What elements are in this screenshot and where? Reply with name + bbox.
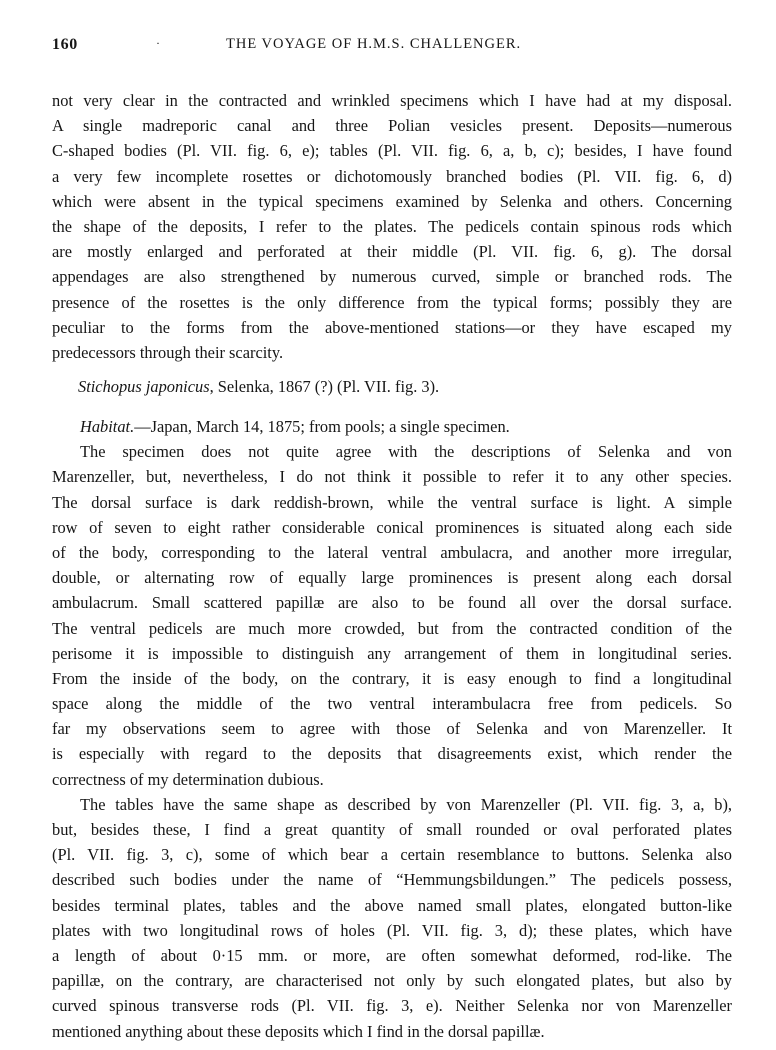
running-title: THE VOYAGE OF H.M.S. CHALLENGER. <box>226 36 522 52</box>
text-line: predecessors through their scarcity. <box>52 342 284 362</box>
text-line: The ventral pedicels are much more crowded, but from the contracted condition of the <box>52 618 732 638</box>
text-line: which were absent in the typical specimens examined by Selenka and others. Concerning <box>52 191 732 211</box>
text-line: space along the middle of the two ventral interambulacra free from pedicels. So <box>52 694 732 714</box>
header-dot: · <box>156 36 161 50</box>
text-line: described such bodies under the name of “Hemmungsbildungen.” The pedicels possess, <box>52 870 732 890</box>
text-line: The dorsal surface is dark reddish-brown, while the ventral surface is light. A simple <box>52 492 732 512</box>
species-heading <box>78 377 439 397</box>
habitat-text: —Japan, March 14, 1875; from pools; a single specimen. <box>134 417 510 436</box>
text-line: row of seven to eight rather considerable conical prominences is situated along each side <box>52 517 732 537</box>
habitat-label: Habitat. <box>80 417 135 436</box>
page-number: 160 <box>52 36 78 53</box>
text-line: ambulacrum. Small scattered papillæ are also to be found all over the dorsal surface. <box>52 593 732 613</box>
text-line: a very few incomplete rosettes or dichotomously branched bodies (Pl. VII. fig. 6, d) <box>52 166 732 186</box>
text-line: peculiar to the forms from the above-mentioned stations—or they have escaped my <box>52 317 732 337</box>
text-line: The tables have the same shape as described by von Marenzeller (Pl. VII. fig. 3, a, b), <box>80 794 732 814</box>
text-line: (Pl. VII. fig. 3, c), some of which bear a certain resemblance to buttons. Selenka also <box>52 845 732 865</box>
text-line: is especially with regard to the deposits that disagreements exist, which render the <box>52 744 732 764</box>
text-line: besides terminal plates, tables and the above named small plates, elongated button-like <box>52 895 732 915</box>
text-line: appendages are also strengthened by numerous curved, simple or branched rods. The <box>52 267 732 287</box>
text-line: a length of about 0·15 mm. or more, are often somewhat deformed, rod-like. The <box>52 945 732 965</box>
text-line: but, besides these, I find a great quantity of small rounded or oval perforated plates <box>52 820 732 839</box>
text-line: A single madreporic canal and three Polian vesicles present. Deposits—numerous <box>52 116 732 136</box>
text-line: perisome it is impossible to distinguish any arrangement of them in longitudinal series. <box>52 643 732 663</box>
text-line: the shape of the deposits, I refer to the plates. The pedicels contain spinous rods which <box>52 216 732 236</box>
text-line: double, or alternating row of equally large prominences is present along each dorsal <box>52 568 732 588</box>
paragraph-continued <box>52 88 732 365</box>
text-line: C-shaped bodies (Pl. VII. fig. 6, e); tables (Pl. VII. fig. 6, a, b, c); besides, I have found <box>52 141 732 161</box>
species-authority: , Selenka, 1867 (?) (Pl. VII. fig. 3). <box>209 377 440 396</box>
habitat-line <box>52 414 732 439</box>
text-line: of the body, corresponding to the lateral ventral ambulacra, and another more irregular, <box>52 542 732 562</box>
text-line: Marenzeller, but, nevertheless, I do not think it possible to refer it to any other species. <box>52 467 732 487</box>
species-section <box>52 414 732 1044</box>
page-header <box>52 36 732 60</box>
text-line: The specimen does not quite agree with the descriptions of Selenka and von <box>80 442 732 462</box>
text-line: presence of the rosettes is the only difference from the typical forms; possibly they are <box>52 292 732 312</box>
text-line: papillæ, on the contrary, are characterised not only by such elongated plates, but also by <box>52 971 732 991</box>
species-name: Stichopus japonicus <box>78 377 210 396</box>
text-line: plates with two longitudinal rows of holes (Pl. VII. fig. 3, d); these plates, which have <box>52 920 732 940</box>
text-line: From the inside of the body, on the contrary, it is easy enough to find a longitudinal <box>52 668 732 688</box>
text-line: correctness of my determination dubious. <box>52 769 324 789</box>
text-line: mentioned anything about these deposits which I find in the dorsal papillæ. <box>52 1021 545 1041</box>
text-line: not very clear in the contracted and wrinkled specimens which I have had at my disposal. <box>52 91 732 110</box>
text-line: far my observations seem to agree with those of Selenka and von Marenzeller. It <box>52 719 732 739</box>
text-line: are mostly enlarged and perforated at their middle (Pl. VII. fig. 6, g). The dorsal <box>52 242 732 262</box>
text-line: curved spinous transverse rods (Pl. VII. fig. 3, e). Neither Selenka nor von Marenzeller <box>52 996 732 1016</box>
